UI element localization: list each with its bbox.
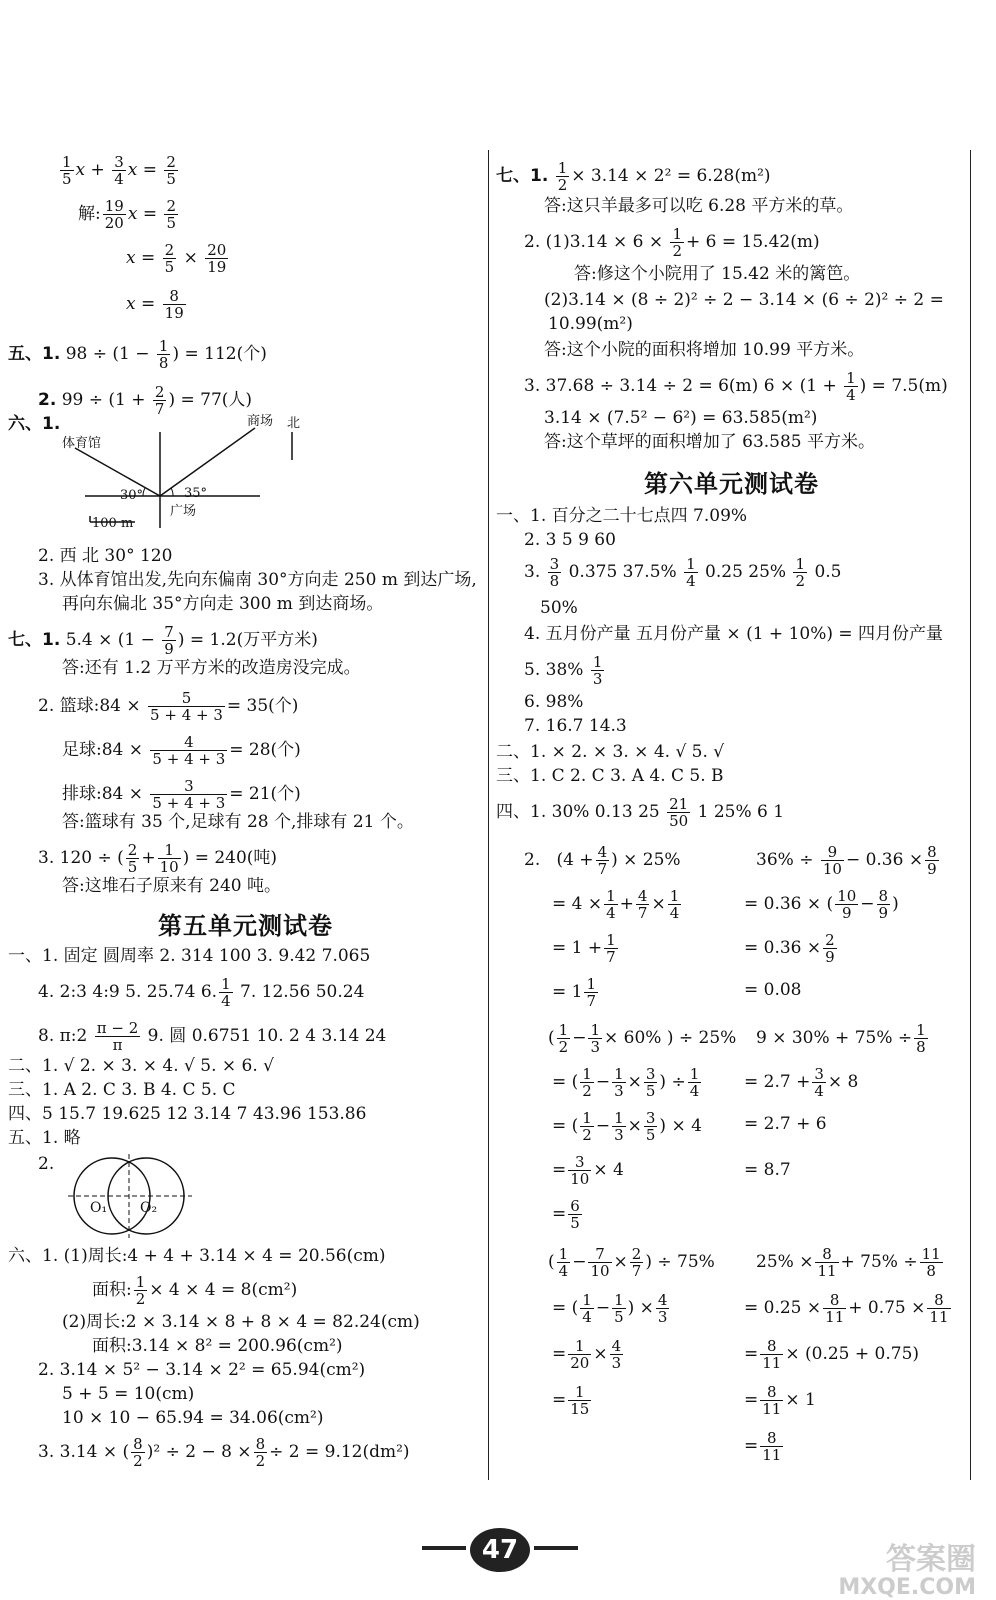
answer-7-2-volleyball: 排球:84 × $\frac{3}{5 + 4 + 3}$ = 21(个) [62, 777, 301, 812]
circle-center-o2: O₂ [140, 1200, 158, 1216]
unit5-part6-3: 3. 3.14 × ( $\frac{8}{2}$ )² ÷ 2 − 8 × $\frac{8}{2}$ ÷ 2 = 9.12(dm²) [38, 1435, 410, 1470]
calc-row: 9 × 30% + 75% ÷ $\frac{1}{8}$ [756, 1021, 926, 1056]
unit5-part3: 三、1. A 2. C 3. B 4. C 5. C [8, 1080, 236, 1100]
unit5-part5-2: 2. [38, 1154, 55, 1174]
page-number: 47 [470, 1528, 530, 1572]
answer-7-2-basketball: 2. 篮球:84 × $\frac{5}{5 + 4 + 3}$ = 35(个) [38, 689, 299, 724]
calc-row: 36% ÷ $\frac{9}{10}$ − 0.36 × $\frac{8}{9}$ [756, 843, 937, 878]
answer-7-3-reply: 答:这堆石子原来有 240 吨。 [62, 876, 281, 896]
answer-r7-2-part2-reply: 答:这个小院的面积将增加 10.99 平方米。 [544, 340, 865, 360]
unit6-part3: 三、1. C 2. C 3. A 4. C 5. B [496, 766, 724, 786]
calc-row: ( $\frac{1}{4}$ − $\frac{7}{10}$ × $\frac{2}{7}$ ) ÷ 75% [548, 1245, 715, 1280]
answer-r7-3-b: 3.14 × (7.5² − 6²) = 63.585(m²) [544, 408, 818, 428]
mall-label: 商场 [247, 414, 274, 429]
answer-r7-3-reply: 答:这个草坪的面积增加了 63.585 平方米。 [544, 432, 876, 452]
answer-r7-1: 七、1. $\frac{1}{2}$ × 3.14 × 2² = 6.28(m²) [496, 159, 771, 194]
calc-row: = ( $\frac{1}{2}$ − $\frac{1}{3}$ × $\frac{3}{5}$ ) ÷ $\frac{1}{4}$ [552, 1065, 700, 1100]
calc-row: = 0.08 [744, 980, 802, 1000]
mall-route-line [160, 428, 255, 496]
calc-row: = 8.7 [744, 1160, 791, 1180]
unit-6-heading: 第六单元测试卷 [644, 470, 819, 498]
unit5-part1-4: 4. 2:3 4:9 5. 25.74 6. $\frac{1}{4}$ 7. 12.56 50.24 [38, 975, 365, 1010]
calc-row: = 0.36 × $\frac{2}{9}$ [744, 931, 835, 966]
gym-route-line [75, 448, 160, 496]
answer-7-3: 3. 120 ÷ ( $\frac{2}{5}$ + $\frac{1}{10}$ ) = 240(吨) [38, 841, 278, 876]
two-circles-figure [62, 1150, 202, 1242]
equation-line: $\frac{1}{5}$ x + $\frac{3}{4}$ x = $\frac{2}{5}$ [62, 153, 176, 188]
unit5-part6-1-2-area: 面积:3.14 × 8² = 200.96(cm²) [92, 1336, 343, 1356]
answer-r7-2-reply: 答:修这个小院用了 15.42 米的篱笆。 [574, 264, 861, 284]
unit6-part1-6: 6. 98% [524, 692, 584, 712]
scale-label: 100 m [92, 516, 134, 531]
ornament-left [422, 1546, 466, 1550]
unit6-part1-5: 5. 38% $\frac{1}{3}$ [524, 653, 603, 688]
answer-7-2-football: 足球:84 × $\frac{4}{5 + 4 + 3}$ = 28(个) [62, 733, 301, 768]
answer-r7-2-part2-result: 10.99(m²) [548, 314, 633, 334]
calc-row: = $\frac{1}{20}$ × $\frac{4}{3}$ [552, 1337, 622, 1372]
answer-5-2: 2. 99 ÷ (1 + $\frac{2}{7}$ ) = 77(人) [38, 383, 253, 418]
equation-line: x = $\frac{2}{5}$ × $\frac{20}{19}$ [126, 241, 227, 276]
answer-6-2: 2. 西 北 30° 120 [38, 546, 173, 566]
answer-r7-3: 3. 37.68 ÷ 3.14 ÷ 2 = 6(m) 6 × (1 + $\frac{1}{4}$ ) = 7.5(m) [524, 369, 948, 404]
circle-center-o1: O₁ [90, 1200, 108, 1216]
calc-row: = 4 × $\frac{1}{4}$ + $\frac{4}{7}$ × $\frac{1}{4}$ [552, 887, 680, 922]
answer-r7-1-reply: 答:这只羊最多可以吃 6.28 平方米的草。 [544, 196, 854, 216]
answer-6-3-cont: 再向东偏北 35°方向走 300 m 到达商场。 [62, 594, 384, 614]
unit5-part6-2-b: 5 + 5 = 10(cm) [62, 1384, 195, 1404]
calc-row: = 2.7 + 6 [744, 1114, 827, 1134]
unit5-part1-8: 8. π:2 $\frac{\pi - 2}{\pi}$ 9. 圆 0.6751 10. 2 4 3.14 24 [38, 1019, 387, 1054]
unit5-part6-1-2: (2)周长:2 × 3.14 × 8 + 8 × 4 = 82.24(cm) [62, 1312, 420, 1332]
answer-7-2-reply: 答:篮球有 35 个,足球有 28 个,排球有 21 个。 [62, 812, 414, 832]
unit5-part6-1-area: 面积: $\frac{1}{2}$ × 4 × 4 = 8(cm²) [92, 1273, 298, 1308]
unit6-part1-4: 4. 五月份产量 五月份产量 × (1 + 10%) = 四月份产量 [524, 624, 944, 644]
unit5-part4: 四、5 15.7 19.625 12 3.14 7 43.96 153.86 [8, 1104, 367, 1124]
unit5-part2: 二、1. √ 2. × 3. × 4. √ 5. × 6. √ [8, 1056, 274, 1076]
calc-row: 25% × $\frac{8}{11}$ + 75% ÷ $\frac{11}{8}$ [756, 1245, 941, 1280]
watermark-logo: 答案圈 [886, 1542, 976, 1577]
unit6-part1-2: 2. 3 5 9 60 [524, 530, 616, 550]
angle-30-label: 30° [120, 488, 144, 503]
unit6-part1-1: 一、1. 百分之二十七点四 7.09% [496, 506, 748, 526]
unit5-part6-2: 2. 3.14 × 5² − 3.14 × 2² = 65.94(cm²) [38, 1360, 366, 1380]
calc-row: = $\frac{8}{11}$ [744, 1429, 782, 1464]
unit5-part1: 一、1. 固定 圆周率 2. 314 100 3. 9.42 7.065 [8, 946, 371, 966]
answer-6-3: 3. 从体育馆出发,先向东偏南 30°方向走 250 m 到达广场, [38, 570, 477, 590]
answer-7-1-reply: 答:还有 1.2 万平方米的改造房没完成。 [62, 658, 361, 678]
answer-7-1: 七、1. 5.4 × (1 − $\frac{7}{9}$ ) = 1.2(万平方米) [8, 623, 318, 658]
north-label: 北 [287, 416, 301, 431]
unit5-part6-2-c: 10 × 10 − 65.94 = 34.06(cm²) [62, 1408, 324, 1428]
unit5-part6-1: 六、1. (1)周长:4 + 4 + 3.14 × 4 = 20.56(cm) [8, 1246, 386, 1266]
equation-line: 解: $\frac{19}{20}$ x = $\frac{2}{5}$ [78, 197, 177, 232]
plaza-label: 广场 [170, 504, 197, 519]
calc-row: = 1 $\frac{1}{7}$ [552, 975, 597, 1010]
column-divider [488, 150, 489, 1480]
unit-5-heading: 第五单元测试卷 [158, 912, 333, 940]
calc-row: = $\frac{8}{11}$ × (0.25 + 0.75) [744, 1337, 920, 1372]
calc-row: = $\frac{8}{11}$ × 1 [744, 1383, 816, 1418]
unit6-part1-3: 3. $\frac{3}{8}$ 0.375 37.5% $\frac{1}{4}$ 0.25 25% $\frac{1}{2}$ 0.5 [524, 555, 842, 590]
angle-35-label: 35° [184, 486, 208, 501]
unit6-part4-1: 四、1. 30% 0.13 25 $\frac{21}{50}$ 1 25% 6 1 [496, 795, 785, 830]
calc-row: = 2.7 + $\frac{3}{4}$ × 8 [744, 1065, 859, 1100]
equation-line: x = $\frac{8}{19}$ [126, 287, 184, 322]
unit5-part5: 五、1. 略 [8, 1128, 81, 1148]
calc-row: = 0.25 × $\frac{8}{11}$ + 0.75 × $\frac{8}{11}$ [744, 1291, 949, 1326]
calc-row: 2. (4 + $\frac{4}{7}$ ) × 25% [524, 843, 681, 878]
answer-r7-2-part2: (2)3.14 × (8 ÷ 2)² ÷ 2 − 3.14 × (6 ÷ 2)² ÷ 2 = [544, 290, 944, 310]
section-6-label: 六、1. [8, 414, 61, 434]
calc-row: = 0.36 × ( $\frac{10}{9}$ − $\frac{8}{9}$ ) [744, 887, 899, 922]
watermark-url: MXQE.COM [838, 1575, 976, 1600]
calc-row: = $\frac{1}{15}$ [552, 1383, 590, 1418]
answer-r7-2: 2. (1)3.14 × 6 × $\frac{1}{2}$ + 6 = 15.42(m) [524, 225, 820, 260]
calc-row: ( $\frac{1}{2}$ − $\frac{1}{3}$ × 60% ) ÷ 25% [548, 1021, 737, 1056]
calc-row: = ( $\frac{1}{4}$ − $\frac{1}{5}$ ) × $\frac{4}{3}$ [552, 1291, 668, 1326]
ornament-right [534, 1546, 578, 1550]
calc-row: = $\frac{3}{10}$ × 4 [552, 1153, 624, 1188]
calc-row: = ( $\frac{1}{2}$ − $\frac{1}{3}$ × $\frac{3}{5}$ ) × 4 [552, 1109, 702, 1144]
answer-5-1: 五、1. 98 ÷ (1 − $\frac{1}{8}$ ) = 112(个) [8, 337, 267, 372]
calc-row: = $\frac{6}{5}$ [552, 1197, 580, 1232]
unit6-part1-3-b: 50% [540, 598, 578, 618]
unit6-part1-7: 7. 16.7 14.3 [524, 716, 627, 736]
unit6-part2: 二、1. × 2. × 3. × 4. √ 5. √ [496, 742, 725, 762]
calc-row: = 1 + $\frac{1}{7}$ [552, 931, 616, 966]
gym-label: 体育馆 [62, 436, 102, 451]
right-border [970, 150, 971, 1480]
